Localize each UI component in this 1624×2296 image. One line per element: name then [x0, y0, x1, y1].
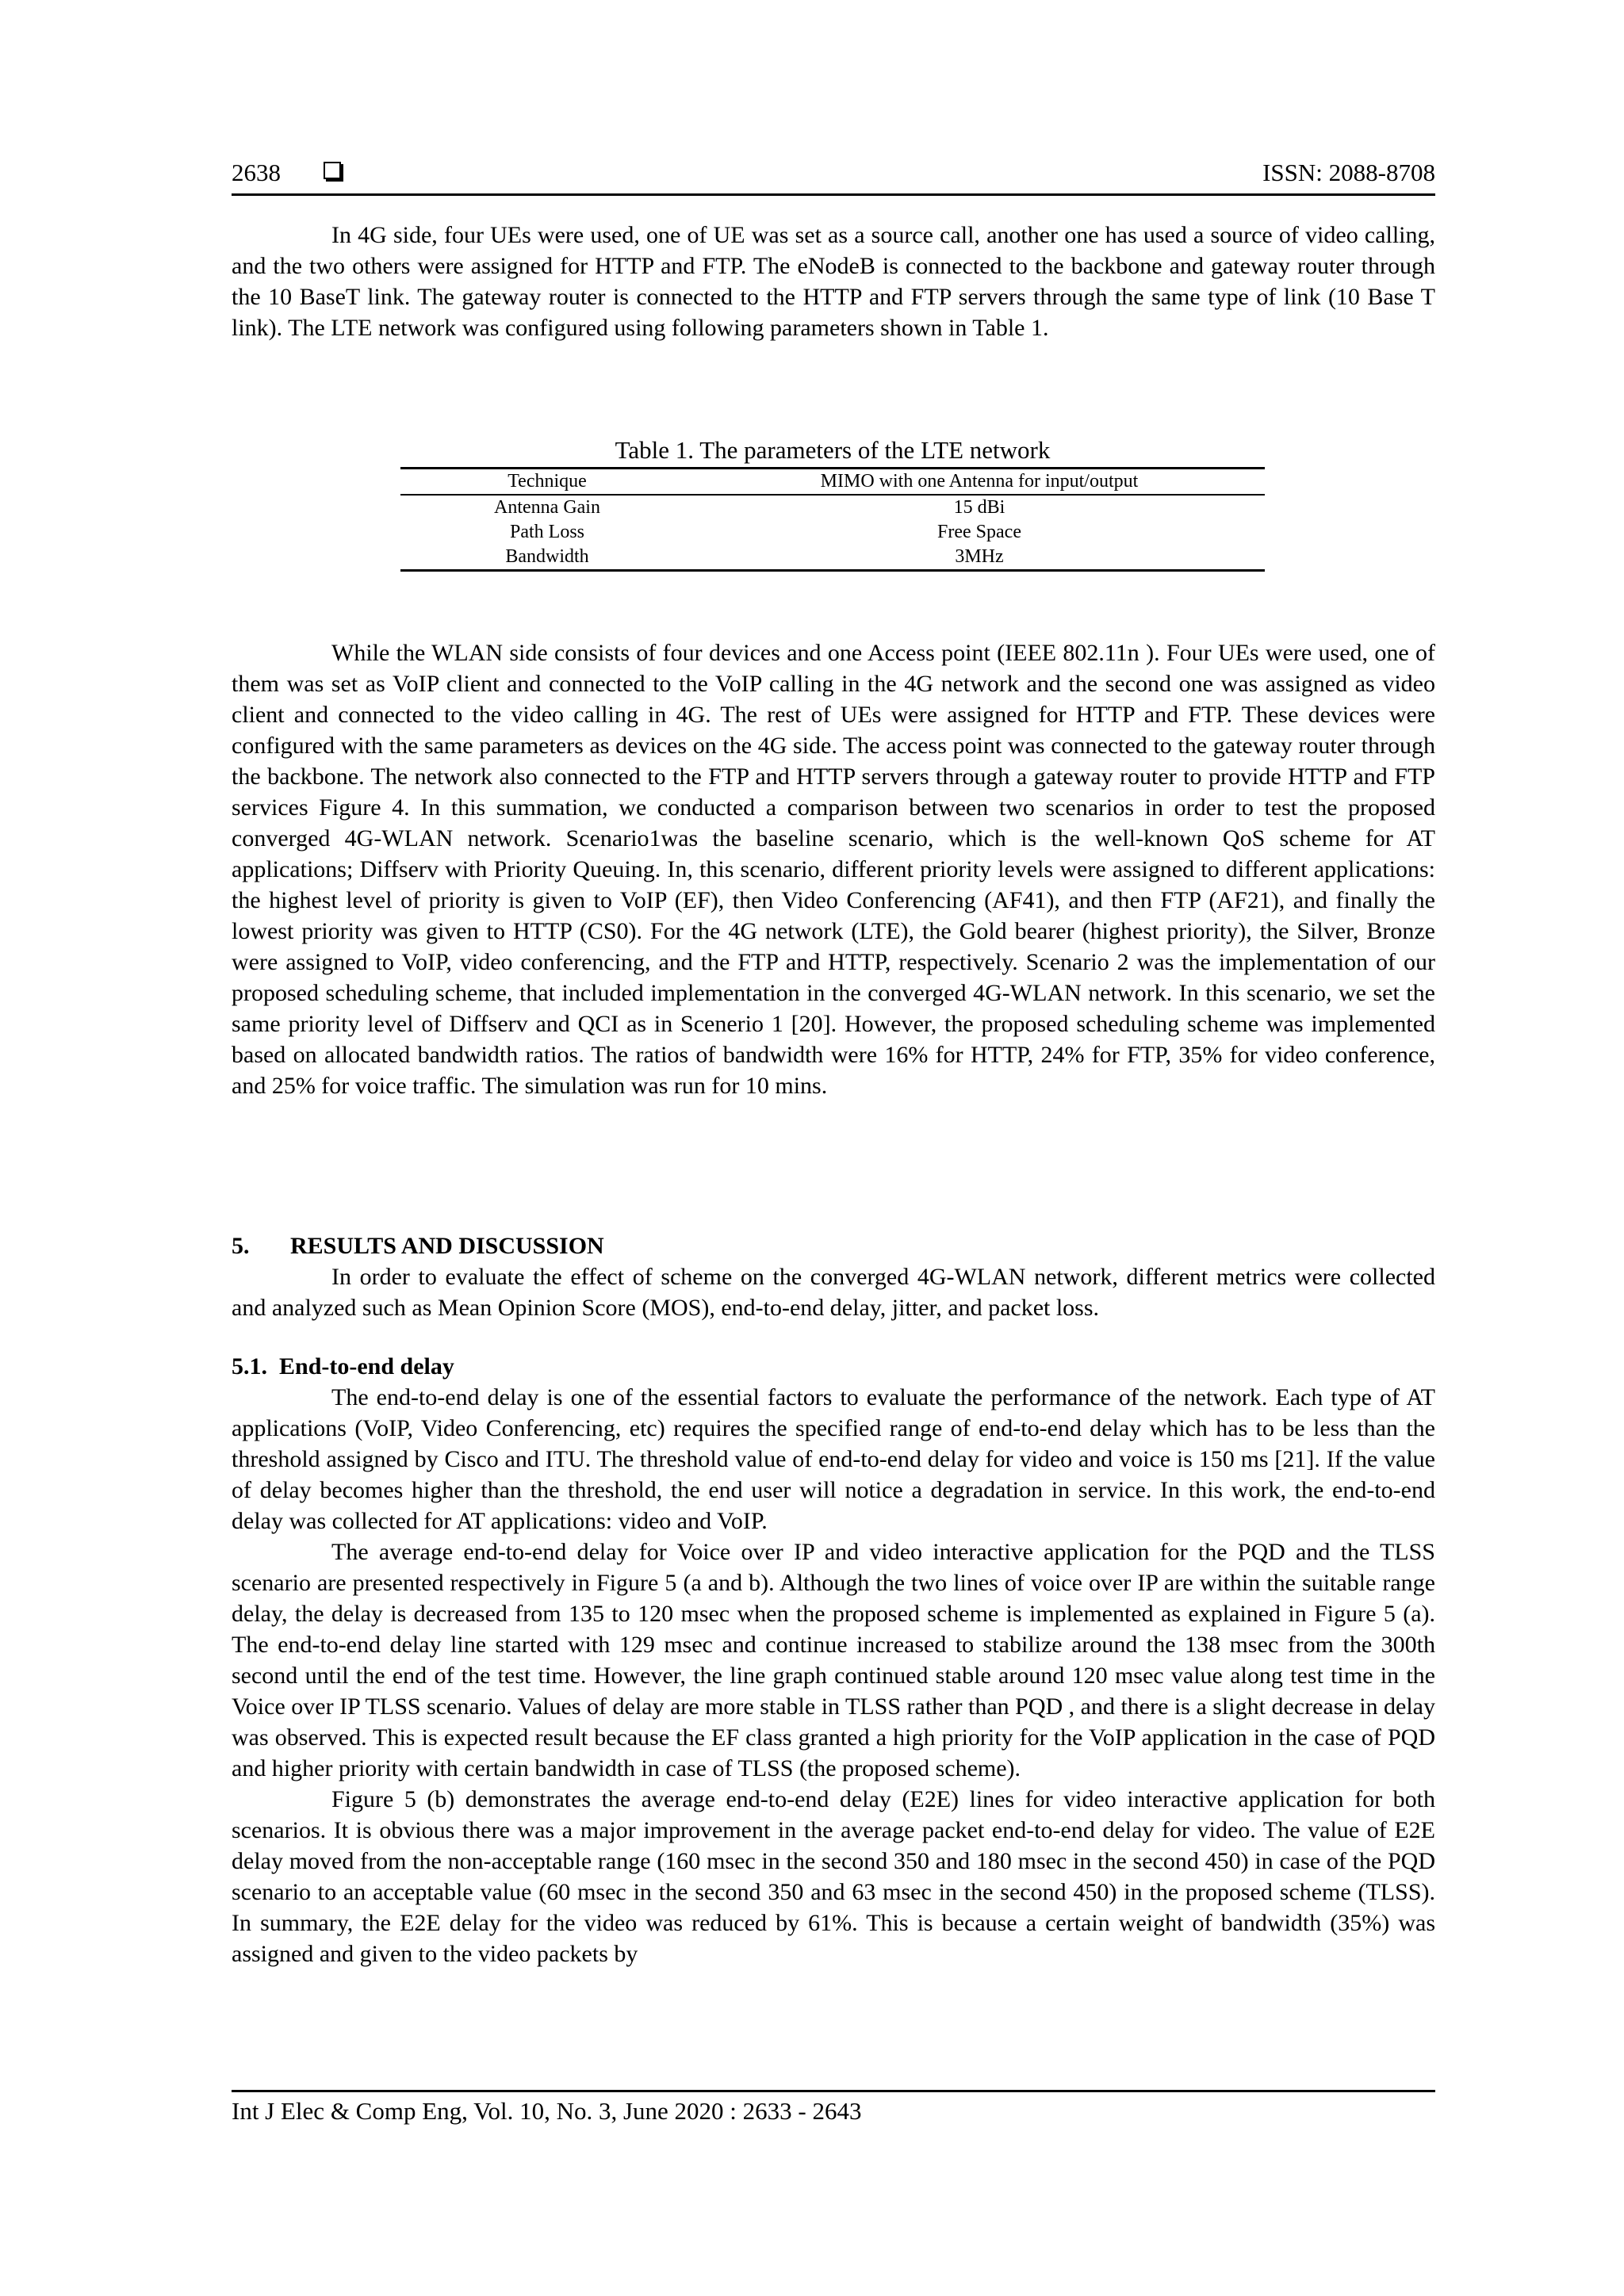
- section-5-body: [232, 1261, 1435, 1323]
- table-row: [400, 495, 1265, 520]
- section-5-1-body: [232, 1382, 1435, 1969]
- section-5-heading: [232, 1230, 604, 1261]
- table-row: [400, 545, 1265, 571]
- table-header-row: [400, 469, 1265, 496]
- table-cell: Antenna Gain: [494, 497, 600, 518]
- section-number: 5.: [232, 1233, 250, 1259]
- page-footer: Int J Elec & Comp Eng, Vol. 10, No. 3, June 2020 : 2633 - 2643: [232, 2090, 1435, 2127]
- section-title: RESULTS AND DISCUSSION: [290, 1233, 604, 1259]
- body-paragraph: The end-to-end delay is one of the essential factors to evaluate the performance of the network. Each type of AT applications (VoIP, Video Conferencing, etc) requires the specified range of end-to-end delay which has to be less than the threshold assigned by Cisco and ITU. The threshold value of end-to-end delay for video and voice is 150 ms [21]. If the value of delay becomes higher than the threshold, the end user will notice a degradation in service. In this work, the end-to-end delay was collected for AT applications: video and VoIP.: [232, 1384, 1435, 1534]
- table-caption: Table 1. The parameters of the LTE network: [615, 436, 1051, 464]
- subsection-number: 5.1.: [232, 1353, 267, 1380]
- issn-label: ISSN: 2088-8708: [1262, 159, 1435, 186]
- table-cell: Path Loss: [509, 522, 584, 542]
- section-5-1-heading: [232, 1351, 454, 1382]
- table-cell: 15 dBi: [953, 497, 1005, 518]
- checkbox-square-icon: [324, 162, 341, 179]
- wlan-paragraph: While the WLAN side consists of four devices and one Access point (IEEE 802.11n ). Four UEs were used, one of them was set as VoIP client and connected to the VoIP calling in the 4G network and the second one was assigned as video client and connected to the video calling in 4G. The rest of UEs were assigned for HTTP and FTP. These devices were configured with the same parameters as devices on the 4G side. The access point was connected to the gateway router through the backbone. The network also connected to the FTP and HTTP servers through a gateway router to provide HTTP and FTP services Figure 4. In this summation, we conducted a comparison between two scenarios in order to test the proposed converged 4G-WLAN network. Scenario1was the baseline scenario, which is the well-known QoS scheme for AT applications; Diffserv with Priority Queuing. In, this scenario, different priority levels were assigned to different applications: the highest level of priority is given to VoIP (EF), then Video Conferencing (AF41), and then FTP (AF21), and finally the lowest priority was given to HTTP (CS0). For the 4G network (LTE), the Gold bearer (highest priority), the Silver, Bronze were assigned to VoIP, video conferencing, and the FTP and HTTP, respectively. Scenario 2 was the implementation of our proposed scheduling scheme, that included implementation in the converged 4G-WLAN network. In this scenario, we set the same priority level of Diffserv and QCI as in Scenerio 1 [20]. However, the proposed scheduling scheme was implemented based on allocated bandwidth ratios. The ratios of bandwidth were 16% for HTTP, 24% for FTP, 35% for video conference, and 25% for voice traffic. The simulation was run for 10 mins.: [232, 640, 1435, 1099]
- table-header-cell: MIMO with one Antenna for input/output: [820, 471, 1139, 492]
- page-number: 2638: [232, 159, 281, 186]
- body-paragraph: The average end-to-end delay for Voice over IP and video interactive application for the PQD and the TLSS scenario are presented respectively in Figure 5 (a and b). Although the two lines of voice over IP are within the suitable range delay, the delay is decreased from 135 to 120 msec when the proposed scheme is implemented as explained in Figure 5 (a). The end-to-end delay line started with 129 msec and continue increased to stabilize around the 138 msec from the 300th second until the end of the test time. However, the line graph continued stable around 120 msec value along test time in the Voice over IP TLSS scenario. Values of delay are more stable in TLSS rather than PQD , and there is a slight decrease in delay was observed. This is expected result because the EF class granted a high priority for the VoIP application in the case of PQD and higher priority with certain bandwidth in case of TLSS (the proposed scheme).: [232, 1539, 1435, 1781]
- table-cell: Bandwidth: [505, 546, 589, 567]
- lte-parameters-table: [400, 467, 1265, 572]
- table-header-cell: Technique: [508, 471, 587, 492]
- intro-paragraph-block: [232, 220, 1435, 343]
- intro-paragraph: In 4G side, four UEs were used, one of UE was set as a source call, another one has used a source of video calling, and the two others were assigned for HTTP and FTP. The eNodeB is connected to the backbone and gateway router through the 10 BaseT link. The gateway router is connected to the HTTP and FTP servers through the same type of link (10 Base T link). The LTE network was configured using following parameters shown in Table 1.: [232, 222, 1435, 341]
- table-cell: 3MHz: [955, 546, 1004, 567]
- body-paragraph: Figure 5 (b) demonstrates the average end-to-end delay (E2E) lines for video interactive application for both scenarios. It is obvious there was a major improvement in the average packet end-to-end delay for video. The value of E2E delay moved from the non-acceptable range (160 msec in the second 350 and 180 msec in the second 450) in case of the PQD scenario to an acceptable value (60 msec in the second 350 and 63 msec in the second 450) in the proposed scheme (TLSS). In summary, the E2E delay for the video was reduced by 61%. This is because a certain weight of bandwidth (35%) was assigned and given to the video packets by: [232, 1786, 1435, 1967]
- page-header: [232, 155, 1435, 196]
- section-5-paragraph: In order to evaluate the effect of scheme on the converged 4G-WLAN network, different metrics were collected and analyzed such as Mean Opinion Score (MOS), end-to-end delay, jitter, and packet loss.: [232, 1264, 1435, 1321]
- table-cell: Free Space: [937, 522, 1021, 542]
- table-row: [400, 520, 1265, 545]
- wlan-paragraph-block: [232, 637, 1435, 1101]
- subsection-title: End-to-end delay: [279, 1353, 454, 1380]
